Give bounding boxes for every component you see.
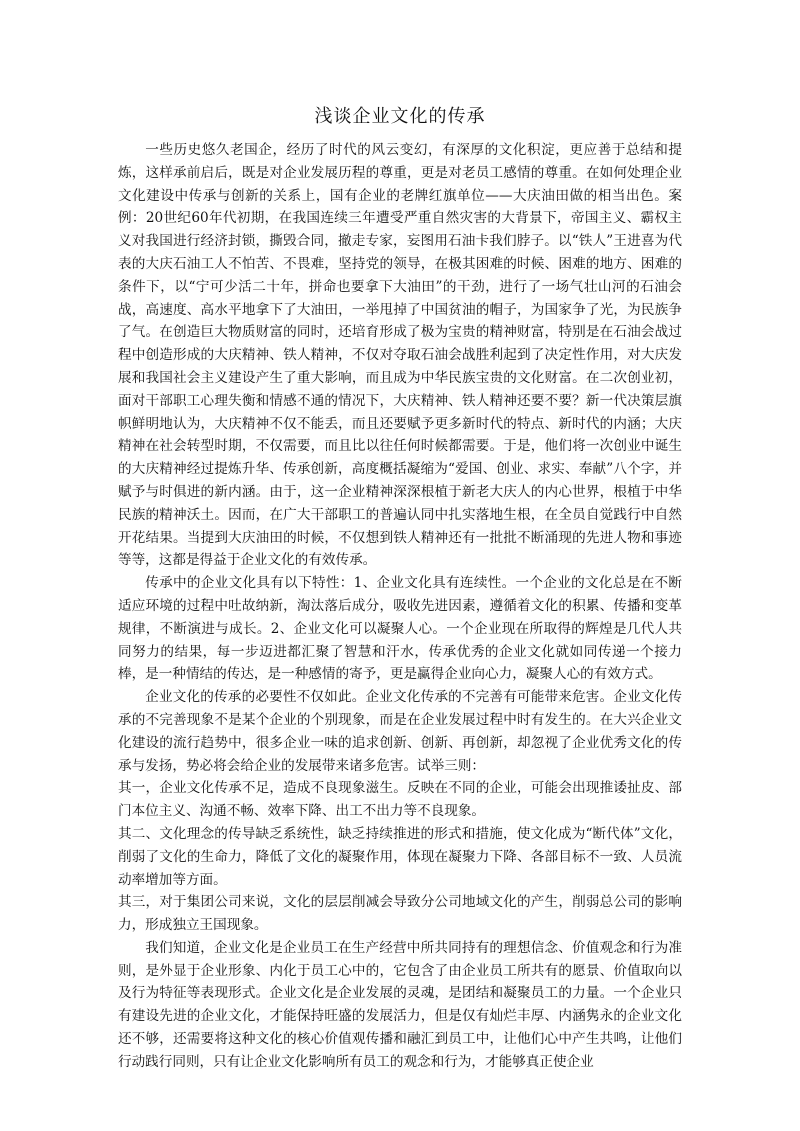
paragraph-4: 其一，企业文化传承不足，造成不良现象滋生。反映在不同的企业，可能会出现推诿扯皮、部门本位主义、沟通不畅、效率下降、出工不出力等不良现象。 <box>118 780 682 820</box>
paragraph-2: 传承中的企业文化具有以下特性：1、企业文化具有连续性。一个企业的文化总是在不断适应环境的过程中吐故纳新，淘汰落后成分，吸收先进因素，遵循着文化的积累、传播和变革规律，不断演进与成长。2、企业文化可以凝聚人心。一个企业现在所取得的辉煌是几代人共同努力的结果，每一步迈进都汇聚了智慧和汗水，传承优秀的企业文化就如同传递一个接力棒，是一种情结的传达，是一种感情的寄予，更是赢得企业向心力，凝聚人心的有效方式。 <box>118 575 682 683</box>
paragraph-6: 其三，对于集团公司来说，文化的层层削减会导致分公司地域文化的产生，削弱总公司的影响力，形成独立王国现象。 <box>118 894 682 934</box>
paragraph-5: 其二、文化理念的传导缺乏系统性，缺乏持续推进的形式和措施，使文化成为“断代体”文化，削弱了文化的生命力，降低了文化的凝聚作用，体现在凝聚力下降、各部目标不一致、人员流动率增加等方面。 <box>118 825 682 888</box>
paragraph-7: 我们知道，企业文化是企业员工在生产经营中所共同持有的理想信念、价值观念和行为准则，是外显于企业形象、内化于员工心中的，它包含了由企业员工所共有的愿景、价值取向以及行为特征等表现形式。企业文化是企业发展的灵魂，是团结和凝聚员工的力量。一个企业只有建设先进的企业文化，才能保持旺盛的发展活力，但是仅有灿烂丰厚、内涵隽永的企业文化还不够，还需要将这种文化的核心价值观传播和融汇到员工中，让他们心中产生共鸣，让他们行动践行同则，只有让企业文化影响所有员工的观念和行为，才能够真正使企业 <box>118 939 682 1070</box>
document-title: 浅谈企业文化的传承 <box>314 106 486 127</box>
paragraph-3: 企业文化的传承的必要性不仅如此。企业文化传承的不完善有可能带来危害。企业文化传承的不完善现象不是某个企业的个别现象，而是在企业发展过程中时有发生的。在大兴企业文化建设的流行趋势中，很多企业一味的追求创新、创新、再创新，却忽视了企业优秀文化的传承与发扬，势必将会给企业的发展带来诸多危害。试举三则： <box>118 689 682 774</box>
paragraph-1: 一些历史悠久老国企，经历了时代的风云变幻，有深厚的文化积淀，更应善于总结和提炼，这样承前启后，既是对企业发展历程的尊重，更是对老员工感情的尊重。在如何处理企业文化建设中传承与创新的关系上，国有企业的老牌红旗单位——大庆油田做的相当出色。案例：20世纪60年代初期，在我国连续三年遭受严重自然灾害的大背景下，帝国主义、霸权主义对我国进行经济封锁，撕毁合同，撤走专家，妄图用石油卡我们脖子。以“铁人”王进喜为代表的大庆石油工人不怕苦、不畏难，坚持党的领导，在极其困难的时候、困难的地方、困难的条件下，以“宁可少活二十年，拼命也要拿下大油田”的干劲，进行了一场气壮山河的石油会战，高速度、高水平地拿下了大油田，一举甩掉了中国贫油的帽子，为国家争了光，为民族争了气。在创造巨大物质财富的同时，还培育形成了极为宝贵的精神财富，特别是在石油会战过程中创造形成的大庆精神、铁人精神，不仅对夺取石油会战胜利起到了决定性作用，对大庆发展和我国社会主义建设产生了重大影响，而且成为中华民族宝贵的文化财富。在二次创业初，面对干部职工心理失衡和情感不通的情况下，大庆精神、铁人精神还要不要？新一代决策层旗帜鲜明地认为，大庆精神不仅不能丢，而且还要赋予更多新时代的特点、新时代的内涵；大庆精神在社会转型时期，不仅需要，而且比以往任何时候都需要。于是，他们将一次创业中诞生的大庆精神经过提炼升华、传承创新，高度概括凝缩为“爱国、创业、求实、奉献”八个字，并赋予与时俱进的新内涵。由于，这一企业精神深深根植于新老大庆人的内心世界，根植于中华民族的精神沃土。因而，在广大干部职工的普遍认同中扎实落地生根，在全员自觉践行中自然开花结果。当提到大庆油田的时候，不仅想到铁人精神还有一批批不断涌现的先进人物和事迹等等，这都是得益于企业文化的有效传承。 <box>118 142 682 569</box>
